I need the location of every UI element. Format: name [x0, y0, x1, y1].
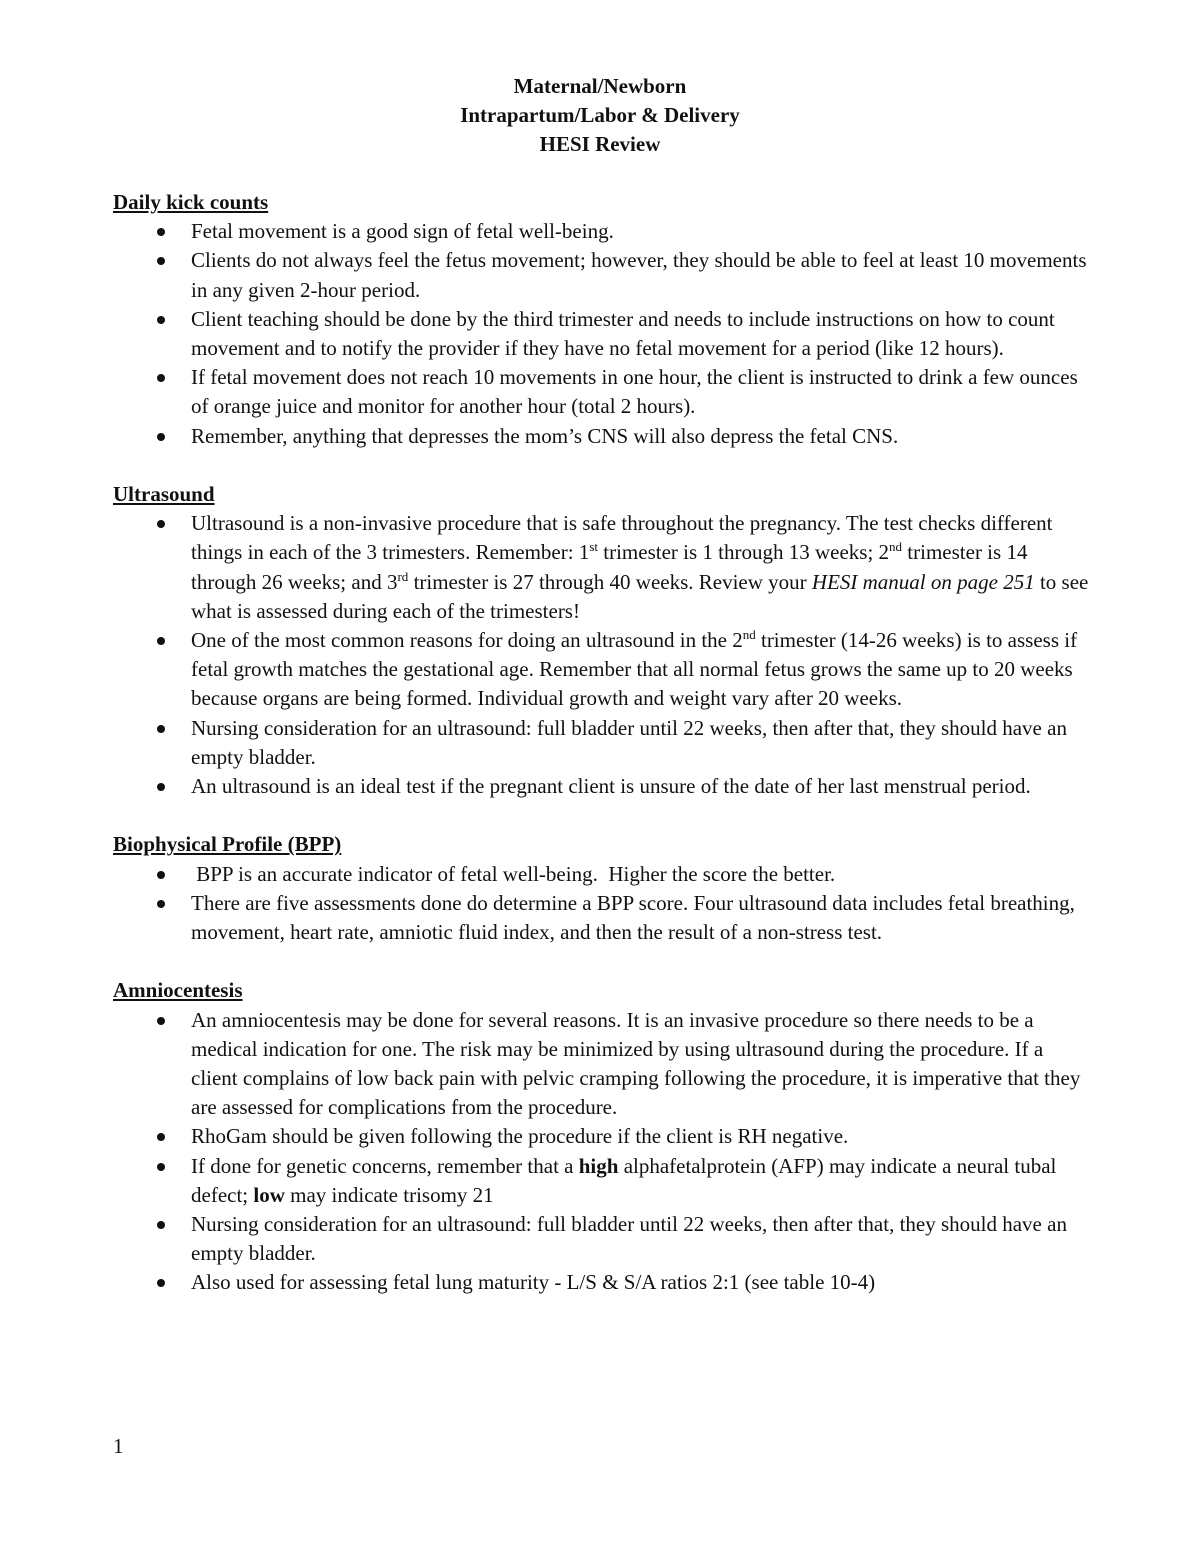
list-item-text: Remember, anything that depresses the mom’s CNS will also depress the fetal CNS.	[191, 423, 899, 448]
bullet-list	[113, 860, 1093, 948]
bullet-icon	[157, 1133, 165, 1141]
bullet-icon	[157, 374, 165, 382]
text-run: may indicate trisomy 21	[284, 1182, 494, 1207]
list-item	[113, 626, 1093, 714]
list-item	[113, 1006, 1093, 1123]
list-item	[113, 1210, 1093, 1268]
list-item	[113, 246, 1093, 304]
list-item	[113, 217, 1093, 246]
list-item-text: RhoGam should be given following the procedure if the client is RH negative.	[191, 1124, 849, 1149]
italic-reference: HESI manual on page 251	[811, 569, 1035, 594]
list-item	[113, 1122, 1093, 1151]
list-item	[113, 1152, 1093, 1210]
list-item	[113, 889, 1093, 947]
list-item-text: Client teaching should be done by the third trimester and needs to include instructions on how to count movement and to notify the provider if they have no fetal movement for a period (like 12 hours).	[191, 306, 1055, 361]
text-run: trimester (14-26 weeks) is to assess if fetal growth matches the gestational age. Remember that all normal fetus grows the same up to 20 weeks because organs are being formed. Individual growth and weight vary after 20 weeks.	[191, 628, 1078, 711]
section-heading: Ultrasound	[113, 482, 215, 507]
bullet-icon	[157, 783, 165, 791]
ordinal-suffix: rd	[397, 568, 409, 584]
text-run: One of the most common reasons for doing an ultrasound in the 2	[191, 628, 743, 653]
bullet-icon	[157, 520, 165, 528]
bullet-list	[113, 509, 1093, 801]
text-run: trimester is 27 through 40 weeks. Review your	[408, 569, 812, 594]
text-run: If done for genetic concerns, remember that a	[191, 1153, 579, 1178]
bullet-list	[113, 1006, 1093, 1298]
list-item	[113, 509, 1093, 626]
ordinal-suffix: nd	[742, 627, 756, 643]
list-item-text: Clients do not always feel the fetus movement; however, they should be able to feel at least 10 movements in any given 2-hour period.	[191, 248, 1087, 302]
list-item	[113, 714, 1093, 772]
document-title	[0, 72, 1200, 159]
section-heading: Daily kick counts	[113, 190, 269, 214]
list-item	[113, 305, 1093, 363]
bullet-icon	[157, 1017, 165, 1025]
list-item-text: Fetal movement is a good sign of fetal well-being.	[191, 219, 614, 244]
bullet-icon	[157, 316, 165, 324]
text-run: trimester is 1 through 13 weeks; 2	[598, 540, 890, 565]
list-item	[113, 860, 1093, 889]
bold-term-low: low	[253, 1182, 285, 1207]
list-item-text: There are five assessments done do determine a BPP score. Four ultrasound data includes fetal breathing, movement, heart rate, amniotic fluid index, and then the result of a non-stress test.	[191, 890, 1075, 945]
list-item-text: If fetal movement does not reach 10 movements in one hour, the client is instructed to drink a few ounces of orange juice and monitor for another hour (total 2 hours).	[191, 365, 1078, 419]
text-run: trimester is 14 through 26 weeks; and 3	[191, 540, 1028, 594]
title-line-intrapartum: Intrapartum/Labor & Delivery	[460, 103, 740, 127]
ordinal-suffix: nd	[889, 539, 903, 555]
bullet-icon	[157, 1221, 165, 1229]
bullet-icon	[157, 433, 165, 441]
list-item	[113, 422, 1093, 451]
list-item	[113, 363, 1093, 421]
section-biophysical-profile	[113, 830, 1093, 947]
list-item	[113, 1268, 1093, 1297]
title-line-hesi-review: HESI Review	[539, 132, 661, 156]
list-item-text: An ultrasound is an ideal test if the pregnant client is unsure of the date of her last menstrual period.	[191, 774, 1031, 799]
section-amniocentesis	[113, 976, 1093, 1297]
bullet-icon	[157, 871, 165, 879]
bullet-icon	[157, 900, 165, 908]
bullet-icon	[157, 228, 165, 236]
list-item-text: BPP is an accurate indicator of fetal well-being. Higher the score the better.	[191, 861, 836, 886]
bullet-icon	[157, 637, 165, 645]
list-item-text: Nursing consideration for an ultrasound: full bladder until 22 weeks, then after that, they should have an empty bladder.	[191, 715, 1067, 769]
text-run: alphafetalprotein (AFP) may indicate a neural tubal defect;	[191, 1153, 1057, 1207]
list-item	[113, 772, 1093, 801]
list-item-text: An amniocentesis may be done for several reasons. It is an invasive procedure so there needs to be a medical indication for one. The risk may be minimized by using ultrasound during the procedure. If a client complains of low back pain with pelvic cramping following the procedure, it is imperative that they are assessed for complications from the procedure.	[191, 1007, 1081, 1120]
section-heading: Biophysical Profile (BPP)	[113, 832, 342, 857]
text-run: Ultrasound is a non-invasive procedure that is safe throughout the pregnancy. The test checks different things in each of the 3 trimesters. Remember: 1	[191, 511, 1053, 565]
ordinal-suffix: st	[589, 539, 598, 555]
bullet-icon	[157, 1163, 165, 1171]
bullet-list	[113, 217, 1093, 451]
text-run: to see what is assessed during each of the trimesters!	[191, 569, 1089, 623]
section-daily-kick-counts	[113, 188, 1093, 451]
bullet-icon	[157, 257, 165, 265]
bullet-icon	[157, 725, 165, 733]
section-heading: Amniocentesis	[113, 978, 243, 1003]
list-item-text: Nursing consideration for an ultrasound: full bladder until 22 weeks, then after that, they should have an empty bladder.	[191, 1212, 1067, 1266]
bold-term-high: high	[578, 1153, 619, 1178]
page-number: 1	[113, 1434, 124, 1458]
title-line-maternal-newborn: Maternal/Newborn	[513, 74, 687, 98]
bullet-icon	[157, 1279, 165, 1287]
list-item-text: Also used for assessing fetal lung maturity - L/S & S/A ratios 2:1 (see table 10-4)	[191, 1270, 876, 1295]
section-ultrasound	[113, 480, 1093, 801]
document-body	[113, 188, 1093, 1327]
